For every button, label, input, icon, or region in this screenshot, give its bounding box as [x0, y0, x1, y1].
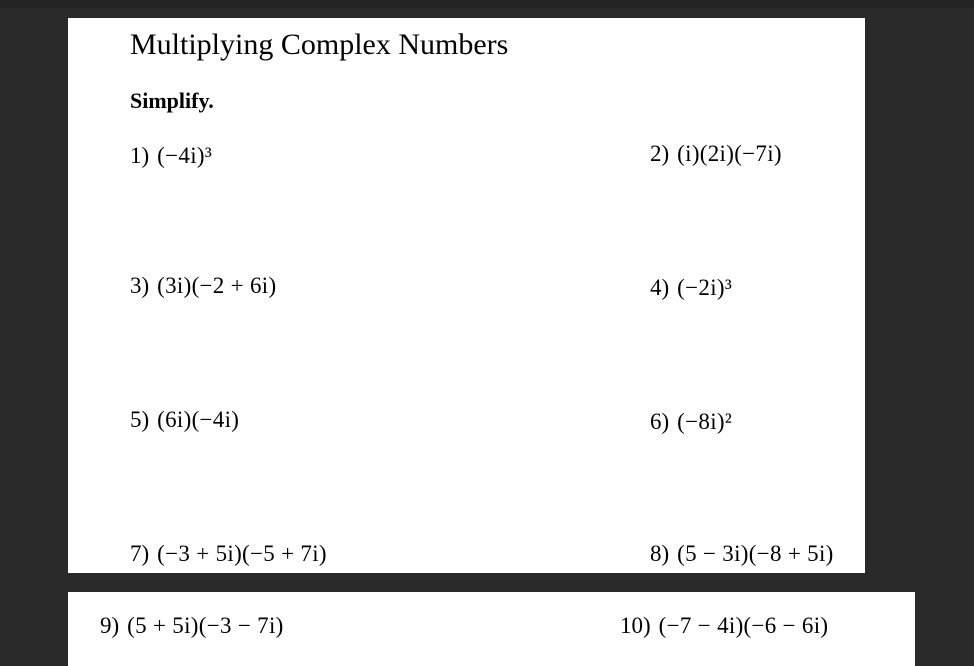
problem-expression: (5 + 5i)(−3 − 7i)	[127, 613, 284, 638]
worksheet-title: Multiplying Complex Numbers	[130, 28, 509, 61]
viewer-top-bar	[0, 0, 974, 8]
problem-8	[650, 542, 834, 565]
worksheet-page-2	[68, 592, 915, 666]
problem-6	[650, 410, 732, 433]
worksheet-page-1	[68, 18, 865, 573]
problem-number: 4)	[650, 275, 670, 300]
problem-number: 1)	[130, 143, 150, 168]
problem-10	[620, 614, 828, 637]
problem-expression: (i)(2i)(−7i)	[677, 141, 782, 166]
problem-expression: (−4i)³	[157, 143, 213, 168]
problem-number: 7)	[130, 541, 150, 566]
problem-7	[130, 542, 327, 565]
problem-4	[650, 276, 732, 299]
problem-expression: (5 − 3i)(−8 + 5i)	[677, 541, 834, 566]
instruction-text: Simplify.	[130, 88, 214, 113]
problem-number: 6)	[650, 409, 670, 434]
problem-3	[130, 274, 276, 297]
problem-expression: (3i)(−2 + 6i)	[157, 273, 277, 298]
problem-2	[650, 142, 782, 165]
problem-number: 2)	[650, 141, 670, 166]
problem-expression: (−7 − 4i)(−6 − 6i)	[658, 613, 829, 638]
problem-number: 9)	[100, 613, 120, 638]
problem-number: 8)	[650, 541, 670, 566]
problem-expression: (−8i)²	[677, 409, 733, 434]
problem-1	[130, 144, 212, 167]
problem-expression: (6i)(−4i)	[157, 407, 240, 432]
problem-5	[130, 408, 239, 431]
problem-number: 5)	[130, 407, 150, 432]
problem-expression: (−2i)³	[677, 275, 733, 300]
problem-9	[100, 614, 284, 637]
problem-expression: (−3 + 5i)(−5 + 7i)	[157, 541, 327, 566]
problem-number: 10)	[620, 613, 651, 638]
problem-number: 3)	[130, 273, 150, 298]
